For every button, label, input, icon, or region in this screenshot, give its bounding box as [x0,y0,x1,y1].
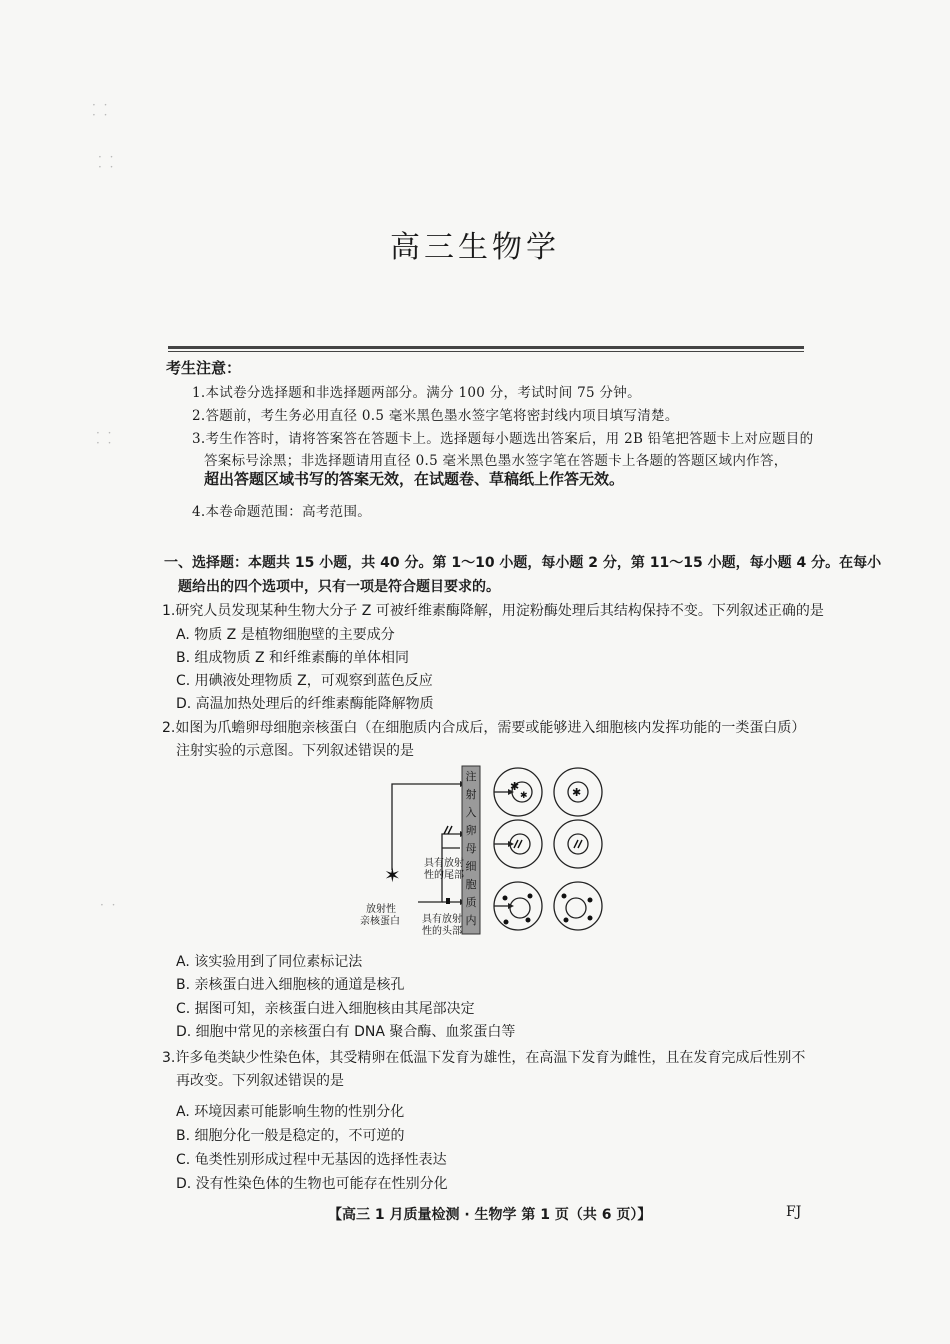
page-title: 高三生物学 [390,230,560,265]
question-2-option-d: D. 细胞中常见的亲核蛋白有 DNA 聚合酶、血浆蛋白等 [176,1024,516,1040]
scan-speck: · · · · [96,426,114,450]
question-3-stem-cont: 再改变。下列叙述错误的是 [176,1073,344,1089]
oocyte-cell [554,882,602,930]
scan-speck: · · · · [92,98,110,122]
question-1-option-a: A. 物质 Z 是植物细胞壁的主要成分 [176,627,395,643]
protein-mark-icon: ✱ [572,786,582,799]
notice-heading: 考生注意： [166,359,242,377]
scan-speck: · · · · [98,150,116,174]
question-1-stem: 1.研究人员发现某种生物大分子 Z 可被纤维素酶降解，用淀粉酶处理后其结构保持不变。下列叙述正确的是 [162,603,824,619]
question-1-option-d: D. 高温加热处理后的纤维素酶能降解物质 [176,696,434,712]
question-3-option-a: A. 环境因素可能影响生物的性别分化 [176,1104,405,1120]
head-fragment-dot [588,916,593,921]
injection-label-char: 入 [465,806,477,819]
question-2-option-c: C. 据图可知，亲核蛋白进入细胞核由其尾部决定 [176,1001,475,1017]
head-fragment-dot [562,894,567,899]
question-3-option-c: C. 龟类性别形成过程中无基因的选择性表达 [176,1152,447,1168]
injection-label-char: 母 [465,842,477,855]
head-fragment-dot [526,918,531,923]
question-2-stem-cont: 注射实验的示意图。下列叙述错误的是 [176,743,414,759]
question-3-option-b: B. 细胞分化一般是稳定的，不可逆的 [176,1128,405,1144]
title-rule-thin [168,351,804,352]
paper-code: FJ [786,1204,802,1220]
head-fragment-icon [446,898,450,904]
question-2-option-b: B. 亲核蛋白进入细胞核的通道是核孔 [176,977,405,993]
head-fragment-dot [528,894,533,899]
section-heading-cont: 题给出的四个选项中，只有一项是符合题目要求的。 [178,579,500,595]
injection-label-char: 质 [465,896,477,909]
section-heading: 一、选择题：本题共 15 小题，共 40 分。第 1～10 小题，每小题 2 分，第 11～15 小题，每小题 4 分。在每小 [164,555,882,571]
oocyte-nucleus [510,898,530,918]
protein-mark-icon: ✱ [520,791,528,801]
injection-label-char: 射 [465,788,477,801]
tail-label: 性的尾部 [424,870,464,881]
question-1-option-b: B. 组成物质 Z 和纤维素酶的单体相同 [176,650,409,666]
title-rule-thick [168,346,804,349]
injection-label-text [466,770,477,927]
notice-item: 4.本卷命题范围：高考范围。 [192,504,372,520]
oocyte-cell [554,820,602,868]
scan-speck: · · [100,898,118,912]
protein-label: 亲核蛋白 [360,916,400,927]
oocyte-nucleus [568,834,588,854]
head-fragment-dot [588,898,593,903]
head-label: 性的头部 [422,926,462,937]
notice-item: 答案标号涂黑；非选择题请用直径 0.5 毫米黑色墨水签字笔在答题卡上各题的答题区域内作答， [204,453,788,469]
nuclear-protein-injection-diagram [360,762,610,947]
question-1-option-c: C. 用碘液处理物质 Z，可观察到蓝色反应 [176,673,433,689]
protein-label: 放射性 [366,904,396,915]
page-footer: 【高三 1 月质量检测 · 生物学 第 1 页（共 6 页）】 [328,1207,652,1223]
question-3-option-d: D. 没有性染色体的生物也可能存在性别分化 [176,1176,448,1192]
nucleoplasmin-star-icon: ✶ [384,863,401,887]
notice-item: 3.考生作答时，请将答案答在答题卡上。选择题每小题选出答案后，用 2B 铅笔把答题卡上对应题目的 [192,431,814,447]
question-3-stem: 3.许多龟类缺少性染色体，其受精卵在低温下发育为雄性，在高温下发育为雌性，且在发育完成后性别不 [162,1050,806,1066]
notice-item: 2.答题前，考生务必用直径 0.5 毫米黑色墨水签字笔将密封线内项目填写清楚。 [192,408,679,424]
head-label: 具有放射 [422,914,462,925]
head-fragment-dot [564,918,569,923]
injection-label-char: 胞 [465,878,477,891]
injection-arrows [392,784,508,906]
head-fragment-dot [504,920,509,925]
injection-label-char: 细 [465,860,477,873]
head-fragment-dot [503,896,508,901]
injection-label-char: 内 [465,914,477,927]
injection-label-char: 注 [465,770,477,783]
notice-item-bold: 超出答题区域书写的答案无效，在试题卷、草稿纸上作答无效。 [204,470,625,488]
question-2-stem: 2.如图为爪蟾卵母细胞亲核蛋白（在细胞质内合成后，需要或能够进入细胞核内发挥功能的一类蛋白质） [162,720,806,736]
oocyte-nucleus [566,898,586,918]
injection-label-char: 卵 [465,824,477,837]
notice-item: 1.本试卷分选择题和非选择题两部分。满分 100 分，考试时间 75 分钟。 [192,385,641,401]
protein-mark-icon: ✱ [510,780,520,793]
tail-label: 具有放射 [424,858,464,869]
question-2-option-a: A. 该实验用到了同位素标记法 [176,954,363,970]
